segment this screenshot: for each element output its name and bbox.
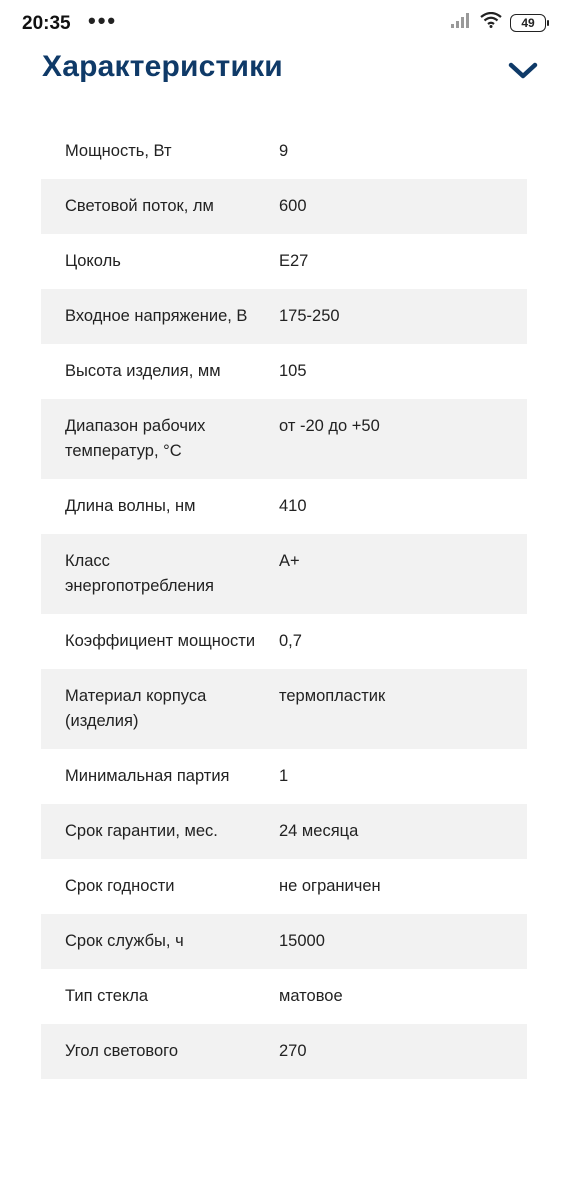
spec-row: [41, 859, 527, 914]
spec-row: [41, 669, 527, 749]
spec-row: [41, 179, 527, 234]
spec-label: Минимальная партия: [65, 767, 230, 785]
spec-row: [41, 804, 527, 859]
spec-value: 270: [279, 1042, 307, 1060]
spec-value: 1: [279, 767, 289, 785]
spec-value: 15000: [279, 932, 325, 950]
spec-label: Угол светового: [65, 1042, 179, 1060]
chevron-down-icon: [508, 61, 538, 86]
spec-value: 105: [279, 362, 307, 380]
spec-label: Срок гарантии, мес.: [65, 822, 218, 840]
battery-icon: [510, 14, 546, 32]
signal-icon: [450, 12, 472, 33]
spec-value: 9: [279, 142, 289, 160]
spec-row: [41, 534, 527, 614]
spec-row: [41, 749, 527, 804]
spec-row: [41, 914, 527, 969]
spec-row: [41, 969, 527, 1024]
spec-label: Срок службы, ч: [65, 932, 184, 950]
spec-value: не ограничен: [279, 877, 381, 895]
spec-row: [41, 234, 527, 289]
spec-label: Материал корпуса (изделия): [65, 687, 207, 730]
spec-label: Мощность, Вт: [65, 142, 172, 160]
spec-value: E27: [279, 252, 309, 270]
spec-value: 24 месяца: [279, 822, 359, 840]
battery-level: 49: [521, 15, 535, 30]
spec-value: A+: [279, 552, 300, 570]
spec-value: 410: [279, 497, 307, 515]
spec-row: [41, 479, 527, 534]
status-indicators: [450, 12, 546, 33]
spec-label: Срок годности: [65, 877, 175, 895]
specs-table: [41, 124, 527, 1079]
spec-label: Световой поток, лм: [65, 197, 214, 215]
spec-value: термопластик: [279, 687, 386, 705]
spec-label: Диапазон рабочих температур, °С: [65, 417, 206, 460]
section-title: Характеристики: [42, 50, 283, 83]
status-time: 20:35: [22, 13, 71, 34]
spec-value: 600: [279, 197, 307, 215]
spec-label: Коэффициент мощности: [65, 632, 256, 650]
spec-row: [41, 124, 527, 179]
spec-value: 0,7: [279, 632, 302, 650]
spec-label: Цоколь: [65, 252, 121, 270]
notification-dots: •••: [88, 8, 118, 33]
section-header[interactable]: [0, 40, 568, 112]
spec-row: [41, 399, 527, 479]
spec-row: [41, 1024, 527, 1079]
spec-row: [41, 289, 527, 344]
spec-label: Длина волны, нм: [65, 497, 196, 515]
spec-value: от -20 до +50: [279, 417, 380, 435]
spec-label: Тип стекла: [65, 987, 149, 1005]
spec-value: 175-250: [279, 307, 340, 325]
wifi-icon: [480, 12, 502, 33]
spec-label: Высота изделия, мм: [65, 362, 221, 380]
collapse-button[interactable]: [504, 58, 542, 88]
spec-value: матовое: [279, 987, 343, 1005]
spec-row: [41, 344, 527, 399]
spec-row: [41, 614, 527, 669]
spec-label: Класс энергопотребления: [65, 552, 214, 595]
spec-label: Входное напряжение, В: [65, 307, 248, 325]
